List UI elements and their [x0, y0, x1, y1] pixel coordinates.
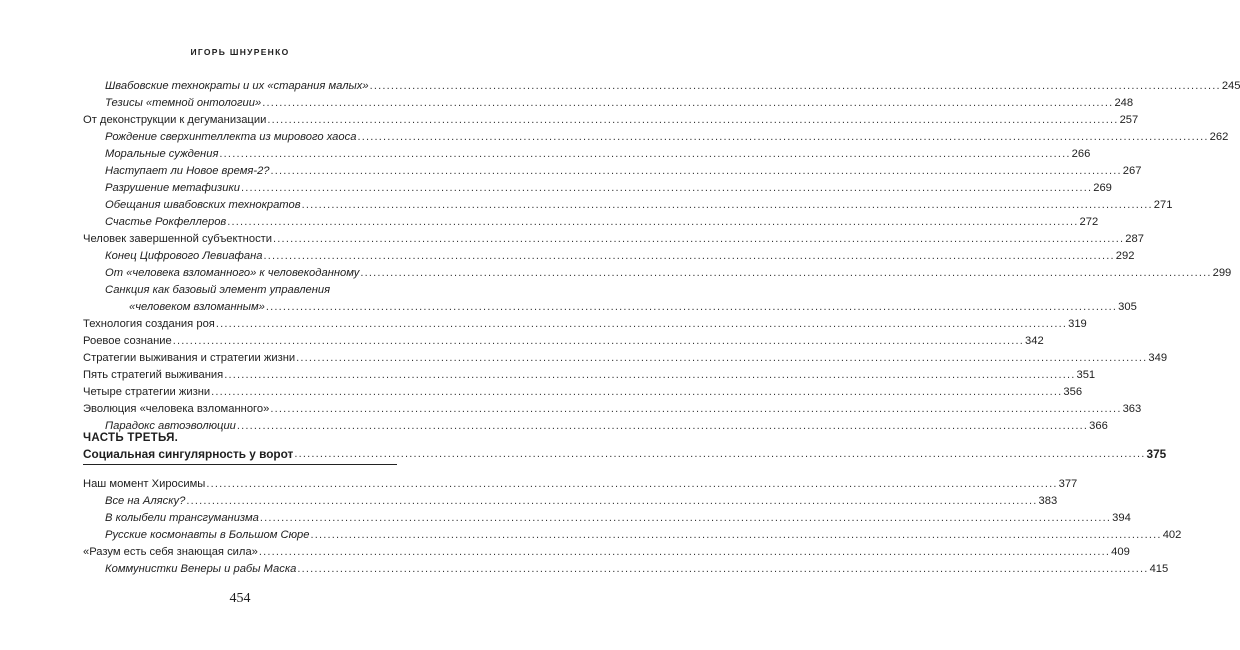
toc-entry-page: 245	[1221, 80, 1240, 92]
toc-leader-dots: ........................................................................................................................................................................................................	[270, 165, 1122, 177]
toc-leader-dots: ........................................................................................................................................................................................................	[206, 478, 1058, 490]
toc-leader-dots: ........................................................................................................................................................................................................	[259, 512, 1112, 524]
toc-entry-title: От деконструкции к дегуманизации	[83, 114, 267, 126]
toc-entry[interactable]	[105, 419, 1108, 433]
toc-entry-title: Роевое сознание	[83, 335, 172, 347]
toc-entry-page: 363	[1122, 403, 1142, 415]
toc-entry-page: 342	[1025, 335, 1044, 347]
toc-entry-title: Человек завершенной субъектности	[83, 233, 273, 245]
running-header: ИГОРЬ ШНУРЕНКО	[190, 47, 290, 57]
toc-entry-title: Моральные суждения	[105, 148, 219, 160]
toc-entry-title: Стратегии выживания и стратегии жизни	[83, 352, 296, 364]
toc-entry-page: 319	[1068, 318, 1087, 330]
toc-leader-dots: ........................................................................................................................................................................................................	[267, 114, 1119, 126]
toc-entry-title: От «человека взломанного» к человекоданному	[105, 267, 360, 279]
toc-entry[interactable]	[83, 477, 1078, 491]
toc-entry-title: Конец Цифрового Левиафана	[105, 250, 263, 262]
toc-entry[interactable]	[83, 334, 1044, 348]
toc-leader-dots: ........................................................................................................................................................................................................	[227, 216, 1079, 228]
toc-entry[interactable]	[105, 562, 1169, 576]
toc-entry-continuation[interactable]	[129, 300, 1137, 314]
toc-entry[interactable]	[105, 147, 1091, 161]
toc-leader-dots: ........................................................................................................................................................................................................	[186, 495, 1038, 507]
toc-entry[interactable]	[105, 249, 1135, 263]
toc-leader-dots: ........................................................................................................................................................................................................	[270, 403, 1122, 415]
toc-leader-dots: ........................................................................................................................................................................................................	[360, 267, 1212, 279]
toc-entry-page: 257	[1119, 114, 1139, 126]
toc-entry-title: Рождение сверхинтеллекта из мирового хаоса	[105, 131, 357, 143]
toc-leader-dots: ........................................................................................................................................................................................................	[265, 301, 1118, 313]
toc-leader-dots: ........................................................................................................................................................................................................	[357, 131, 1209, 143]
toc-entry[interactable]	[105, 79, 1240, 93]
toc-entry-title: Четыре стратегии жизни	[83, 386, 211, 398]
toc-entry-title: Технология создания роя	[83, 318, 215, 330]
toc-entry-title: Санкция как базовый элемент управления	[105, 284, 331, 296]
toc-entry-page: 351	[1076, 369, 1096, 381]
toc-entry[interactable]	[83, 351, 1168, 365]
toc-entry-page: 262	[1209, 131, 1229, 143]
toc-entry[interactable]	[83, 113, 1139, 127]
toc-entry-title: Эволюция «человека взломанного»	[83, 403, 270, 415]
toc-entry-page: 287	[1125, 233, 1144, 245]
toc-leader-dots: ........................................................................................................................................................................................................	[236, 420, 1089, 432]
toc-leader-dots: ........................................................................................................................................................................................................	[215, 318, 1068, 330]
toc-entry-title: Наступает ли Новое время-2?	[105, 165, 270, 177]
toc-entry[interactable]	[83, 545, 1130, 559]
toc-entry-page: 377	[1058, 478, 1078, 490]
toc-entry-page: 402	[1162, 529, 1182, 541]
toc-entry-page: 356	[1063, 386, 1083, 398]
toc-entry[interactable]	[105, 164, 1142, 178]
toc-part-page: 375	[1146, 447, 1167, 461]
toc-leader-dots: ........................................................................................................................................................................................................	[369, 80, 1221, 92]
toc-entry-page: 349	[1148, 352, 1168, 364]
toc-entry-page: 271	[1153, 199, 1173, 211]
toc-entry[interactable]	[105, 130, 1229, 144]
toc-leader-dots: ........................................................................................................................................................................................................	[263, 250, 1115, 262]
toc-entry[interactable]	[83, 385, 1083, 399]
toc-leader-dots: ........................................................................................................................................................................................................	[224, 369, 1076, 381]
toc-entry-page: 272	[1079, 216, 1099, 228]
toc-entry-page: 292	[1115, 250, 1135, 262]
toc-entry-title: Коммунистки Венеры и рабы Маска	[105, 563, 297, 575]
toc-leader-dots: ........................................................................................................................................................................................................	[172, 335, 1025, 347]
toc-entry[interactable]	[83, 368, 1096, 382]
toc-leader-dots: ........................................................................................................................................................................................................	[273, 233, 1125, 245]
toc-entry-page: 269	[1093, 182, 1112, 194]
toc-leader-dots: ........................................................................................................................................................................................................	[219, 148, 1071, 160]
toc-leader-dots: ........................................................................................................................................................................................................	[258, 546, 1111, 558]
toc-entry[interactable]	[83, 317, 1087, 331]
toc-entry-page: 248	[1114, 97, 1134, 109]
toc-entry-page: 305	[1118, 301, 1137, 313]
toc-entry[interactable]	[105, 511, 1131, 525]
toc-leader-dots: ........................................................................................................................................................................................................	[240, 182, 1093, 194]
toc-entry-title: Пять стратегий выживания	[83, 369, 224, 381]
toc-leader-dots: ........................................................................................................................................................................................................	[262, 97, 1114, 109]
part-divider	[83, 464, 397, 465]
toc-entry[interactable]	[105, 198, 1173, 212]
toc-entry-title: Счастье Рокфеллеров	[105, 216, 227, 228]
toc-leader-dots: ........................................................................................................................................................................................................	[211, 386, 1063, 398]
toc-entry-title: Тезисы «темной онтологии»	[105, 97, 262, 109]
toc-entry-title: Разрушение метафизики	[105, 182, 240, 194]
toc-entry-title: Парадокс автоэволюции	[105, 420, 236, 432]
toc-entry-page: 409	[1111, 546, 1130, 558]
toc-leader-dots: ........................................................................................................................................................................................................	[296, 352, 1148, 364]
toc-entry-title: Швабовские технократы и их «старания малых»	[105, 80, 369, 92]
toc-entry[interactable]	[105, 283, 397, 297]
toc-entry-title: Наш момент Хиросимы	[83, 478, 206, 490]
toc-entry[interactable]	[105, 96, 1134, 110]
toc-entry-title: В колыбели трансгуманизма	[105, 512, 259, 524]
part-label: ЧАСТЬ ТРЕТЬЯ.	[83, 432, 179, 444]
toc-leader-dots: ........................................................................................................................................................................................................	[294, 448, 1146, 460]
toc-entry-title: Обещания швабовских технократов	[105, 199, 301, 211]
toc-leader-dots: ........................................................................................................................................................................................................	[297, 563, 1149, 575]
toc-entry[interactable]	[105, 181, 1112, 195]
toc-entry-page: 394	[1112, 512, 1131, 524]
toc-entry-page: 266	[1071, 148, 1091, 160]
toc-entry[interactable]	[105, 215, 1099, 229]
toc-part-title: Социальная сингулярность у ворот	[83, 447, 294, 461]
toc-entry[interactable]	[105, 528, 1182, 542]
toc-entry-title-continued: «человеком взломанным»	[129, 301, 265, 313]
toc-entry-title: Все на Аляску?	[105, 495, 186, 507]
toc-entry-page: 267	[1122, 165, 1142, 177]
toc-entry-page: 299	[1212, 267, 1232, 279]
page-number: 454	[229, 591, 251, 606]
toc-entry[interactable]	[105, 494, 1058, 508]
toc-entry-page: 415	[1149, 563, 1169, 575]
toc-leader-dots: ........................................................................................................................................................................................................	[310, 529, 1162, 541]
toc-entry[interactable]	[105, 266, 1232, 280]
toc-entry-page: 366	[1089, 420, 1108, 432]
toc-part-entry[interactable]	[83, 447, 1167, 461]
toc-entry-title: «Разум есть себя знающая сила»	[83, 546, 258, 558]
toc-leader-dots: ........................................................................................................................................................................................................	[301, 199, 1153, 211]
toc-entry-page: 383	[1038, 495, 1058, 507]
toc-entry-title: Русские космонавты в Большом Сюре	[105, 529, 310, 541]
toc-entry[interactable]	[83, 232, 1144, 246]
toc-entry[interactable]	[83, 402, 1142, 416]
